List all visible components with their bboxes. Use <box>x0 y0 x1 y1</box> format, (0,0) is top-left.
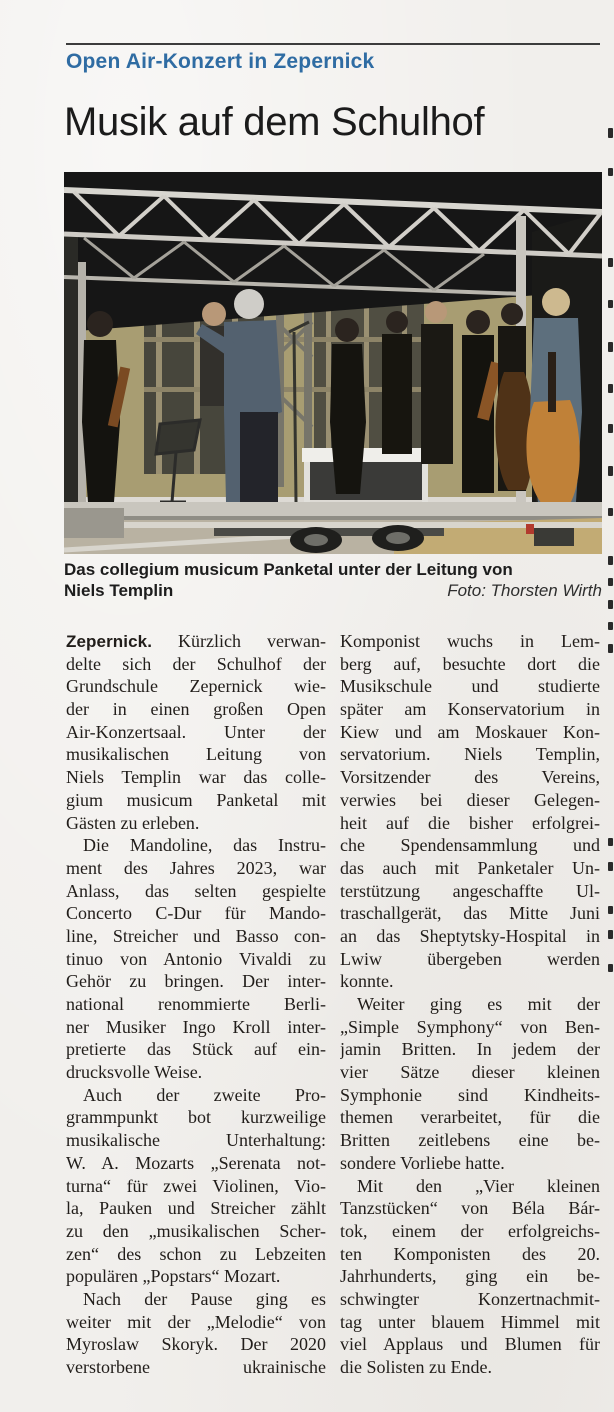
body-line: der in einen großen Open <box>66 699 326 720</box>
concert-photo-illustration <box>64 172 602 554</box>
body-line: Zepernick. Kürzlich verwan- <box>66 631 326 651</box>
body-paragraph <box>66 630 326 834</box>
body-line: pretierte das Stück auf ein- <box>66 1039 326 1060</box>
body-line: themen verarbeitet, für die <box>340 1107 600 1128</box>
body-line: servatorium. Niels Templin, <box>340 744 600 765</box>
caption-line1: Das collegium musicum Panketal unter der Leitung von <box>64 560 513 579</box>
body-line: populären „Popstars“ Mozart. <box>66 1266 281 1287</box>
body-line: tag unter blauem Himmel mit <box>340 1311 600 1332</box>
body-line: W. A. Mozarts „Serenata not- <box>66 1152 326 1173</box>
body-line: musikalische Unterhaltung: <box>66 1130 326 1151</box>
body-line: ner Musiker Ingo Kroll inter- <box>66 1016 326 1037</box>
body-line: Myroslaw Skoryk. Der 2020 <box>66 1334 326 1355</box>
body-line: Vorsitzender des Vereins, <box>340 767 600 788</box>
body-line: tinuo von Antonio Vivaldi zu <box>66 948 326 969</box>
headline: Musik auf dem Schulhof <box>64 100 485 144</box>
body-line: Die Mandoline, das Instru- <box>83 835 326 856</box>
body-line: Symphonie sind Kindheits- <box>340 1084 600 1105</box>
body-line: Tanzstücken“ von Béla Bár- <box>340 1198 600 1219</box>
caption-line2: Niels Templin <box>64 581 174 600</box>
body-line: Niels Templin war das colle- <box>66 767 326 788</box>
body-line: später am Konservatorium in <box>340 699 600 720</box>
body-line: line, Streicher und Basso con- <box>66 925 326 946</box>
body-line: Air-Konzertsaal. Unter der <box>66 721 326 742</box>
body-line: jamin Britten. In jedem der <box>340 1039 600 1060</box>
body-line: la, Pauken und Streicher zählt <box>66 1198 326 1219</box>
body-line: sondere Vorliebe hatte. <box>340 1152 505 1173</box>
body-line: Mit den „Vier kleinen <box>357 1175 600 1196</box>
body-line: Kiew und am Moskauer Kon- <box>340 721 600 742</box>
body-line: an das Sheptytsky-Hospital in <box>340 925 600 946</box>
kicker: Open Air-Konzert in Zepernick <box>66 50 375 73</box>
body-paragraph <box>66 1084 326 1288</box>
body-line: traschallgerät, das Mitte Juni <box>340 903 600 924</box>
body-line: Gehör zu bringen. Der inter- <box>66 971 326 992</box>
body-line: grammpunkt bot kurzweilige <box>66 1107 326 1128</box>
body-line: drucksvolle Weise. <box>66 1062 203 1083</box>
body-line: Komponist wuchs in Lem- <box>340 631 600 651</box>
body-line: verwies bei dieser Gelegen- <box>340 789 600 810</box>
section-rule <box>66 43 600 45</box>
body-line: Britten zeitlebens eine be- <box>340 1130 600 1151</box>
body-line: verstorbene ukrainische <box>66 1357 326 1377</box>
body-line: Auch der zweite Pro- <box>83 1084 326 1105</box>
body-line: turna“ für zwei Violinen, Vio- <box>66 1175 326 1196</box>
body-line: delte sich der Schulhof der <box>66 653 326 674</box>
body-line: Lwiw übergeben werden <box>340 948 600 969</box>
body-line: das auch mit Panketaler Un- <box>340 857 600 878</box>
body-line: gium musicum Panketal mit <box>66 789 326 810</box>
body-line: Concerto C-Dur für Mando- <box>66 903 326 924</box>
body-line: Jahrhunderts, ging ein be- <box>340 1266 600 1287</box>
body-line: konnte. <box>340 971 394 992</box>
body-paragraph <box>66 834 326 1084</box>
body-paragraph <box>340 630 600 993</box>
page-edge-fragments <box>604 0 614 1412</box>
body-line: Musikschule und studierte <box>340 676 600 697</box>
body-paragraph <box>340 1175 600 1379</box>
body-line: musikalischen Leitung von <box>66 744 326 765</box>
photo-caption <box>64 559 602 601</box>
body-line: heit auf die bisher erfolgrei- <box>340 812 600 833</box>
body-line: tok, einem der erfolgreichs- <box>340 1220 600 1241</box>
body-line: national renommierte Berli- <box>66 994 326 1014</box>
body-line: die Solisten zu Ende. <box>340 1357 492 1377</box>
photo-credit: Foto: Thorsten Wirth <box>447 581 602 600</box>
dateline-lead: Zepernick. <box>66 632 153 651</box>
concert-photo <box>64 172 602 554</box>
article-columns <box>66 630 600 1379</box>
body-line: viel Applaus und Blumen für <box>340 1334 600 1355</box>
body-line: schwingter Konzertnachmit- <box>340 1288 600 1309</box>
body-paragraph <box>340 993 600 1175</box>
body-line: ten Komponisten des 20. <box>340 1243 600 1264</box>
body-line: Nach der Pause ging es <box>83 1288 326 1309</box>
body-line: Grundschule Zepernick wie- <box>66 676 326 697</box>
body-line: Anlass, das selten gespielte <box>66 880 326 901</box>
body-line: Weiter ging es mit der <box>357 994 600 1014</box>
body-line: „Simple Symphony“ von Ben- <box>340 1016 600 1037</box>
body-line: Gästen zu erleben. <box>66 812 200 833</box>
body-line: zu den „musikalischen Scher- <box>66 1220 326 1241</box>
body-line: berg auf, besuchte dort die <box>340 653 600 674</box>
article-column <box>66 630 326 1379</box>
body-line: vier Sätze dieser kleinen <box>340 1062 600 1083</box>
body-line: ment des Jahres 2023, war <box>66 857 326 878</box>
body-line: terstützung angeschaffte Ul- <box>340 880 600 901</box>
body-line: che Spendensammlung und <box>340 835 600 856</box>
article-column <box>340 630 600 1379</box>
body-paragraph <box>66 1288 326 1379</box>
body-line: weiter mit der „Melodie“ von <box>66 1311 326 1332</box>
body-line: zen“ des schon zu Lebzeiten <box>66 1243 326 1264</box>
